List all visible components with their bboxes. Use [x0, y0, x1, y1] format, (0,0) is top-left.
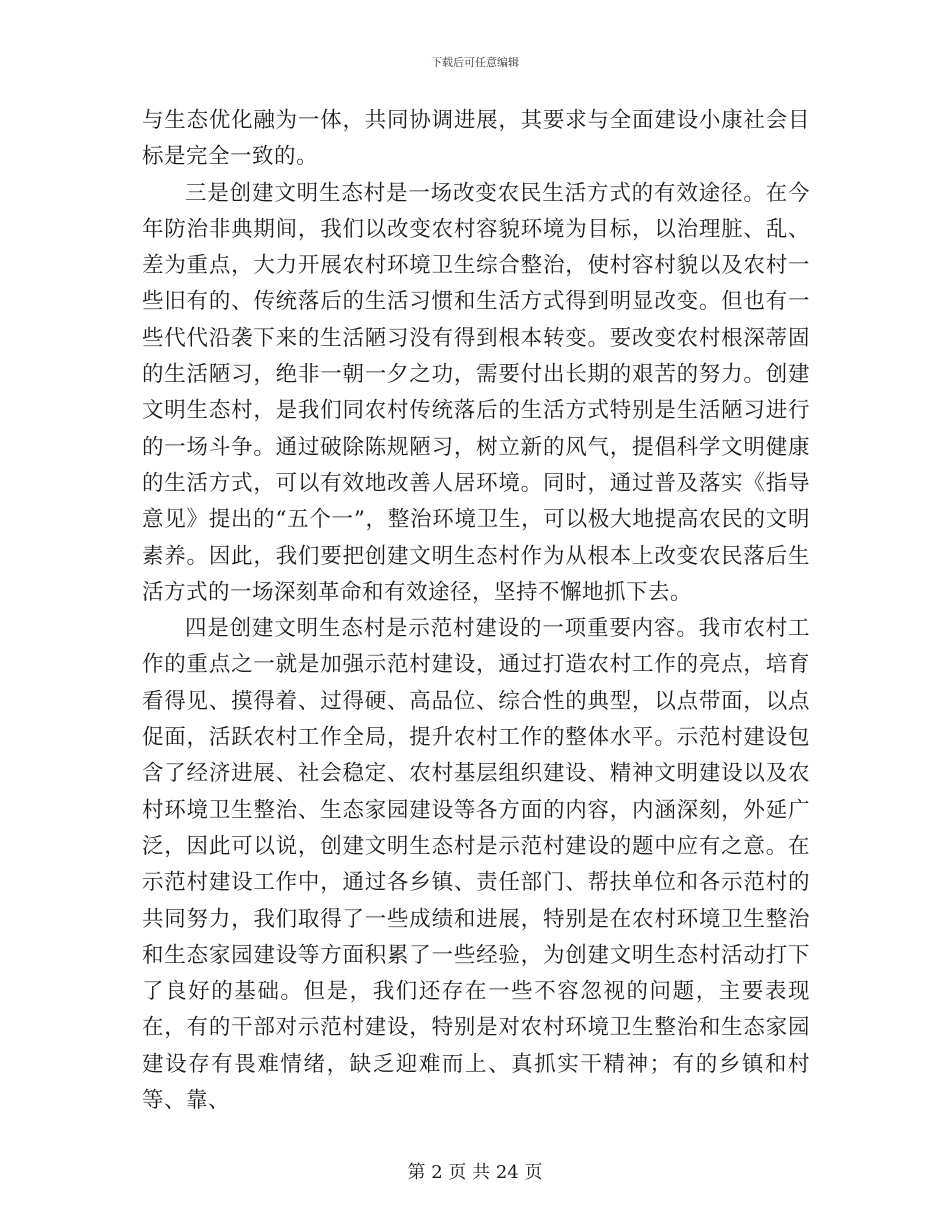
paragraph-continuation: 与生态优化融为一体，共同协调进展，其要求与全面建设小康社会目标是完全一致的。: [142, 108, 810, 170]
document-body: [142, 103, 810, 1119]
page-footer: 第 2 页 共 24 页: [407, 1162, 543, 1183]
page-header: 下载后可任意编辑: [431, 56, 519, 69]
paragraph-three: 三是创建文明生态村是一场改变农民生活方式的有效途径。在今年防治非典期间，我们以改变农村容貌环境为目标，以治理脏、乱、差为重点，大力开展农村环境卫生综合整治，使村容村貌以及农村一些旧有的、传统落后的生活习惯和生活方式得到明显改变。但也有一些代代沿袭下来的生活陋习没有得到根本转变。要改变农村根深蒂固的生活陋习，绝非一朝一夕之功，需要付出长期的艰苦的努力。创建文明生态村，是我们同农村传统落后的生活方式特别是生活陋习进行的一场斗争。通过破除陈规陋习，树立新的风气，提倡科学文明健康的生活方式，可以有效地改善人居环境。同时，通过普及落实《指导意见》提出的“五个一”，整治环境卫生，可以极大地提高农民的文明素养。因此，我们要把创建文明生态村作为从根本上改变农民落后生活方式的一场深刻革命和有效途径，坚持不懈地抓下去。: [142, 180, 810, 605]
paragraph-four: 四是创建文明生态村是示范村建设的一项重要内容。我市农村工作的重点之一就是加强示范村建设，通过打造农村工作的亮点，培育看得见、摸得着、过得硬、高品位、综合性的典型，以点带面，以点促面，活跃农村工作全局，提升农村工作的整体水平。示范村建设包含了经济进展、社会稳定、农村基层组织建设、精神文明建设以及农村环境卫生整治、生态家园建设等各方面的内容，内涵深刻，外延广泛，因此可以说，创建文明生态村是示范村建设的题中应有之意。在示范村建设工作中，通过各乡镇、责任部门、帮扶单位和各示范村的共同努力，我们取得了一些成绩和进展，特别是在农村环境卫生整治和生态家园建设等方面积累了一些经验，为创建文明生态村活动打下了良好的基础。但是，我们还存在一些不容忽视的问题，主要表现在，有的干部对示范村建设，特别是对农村环境卫生整治和生态家园建设存有畏难情绪，缺乏迎难而上、真抓实干精神；有的乡镇和村等、靠、: [142, 616, 810, 1114]
